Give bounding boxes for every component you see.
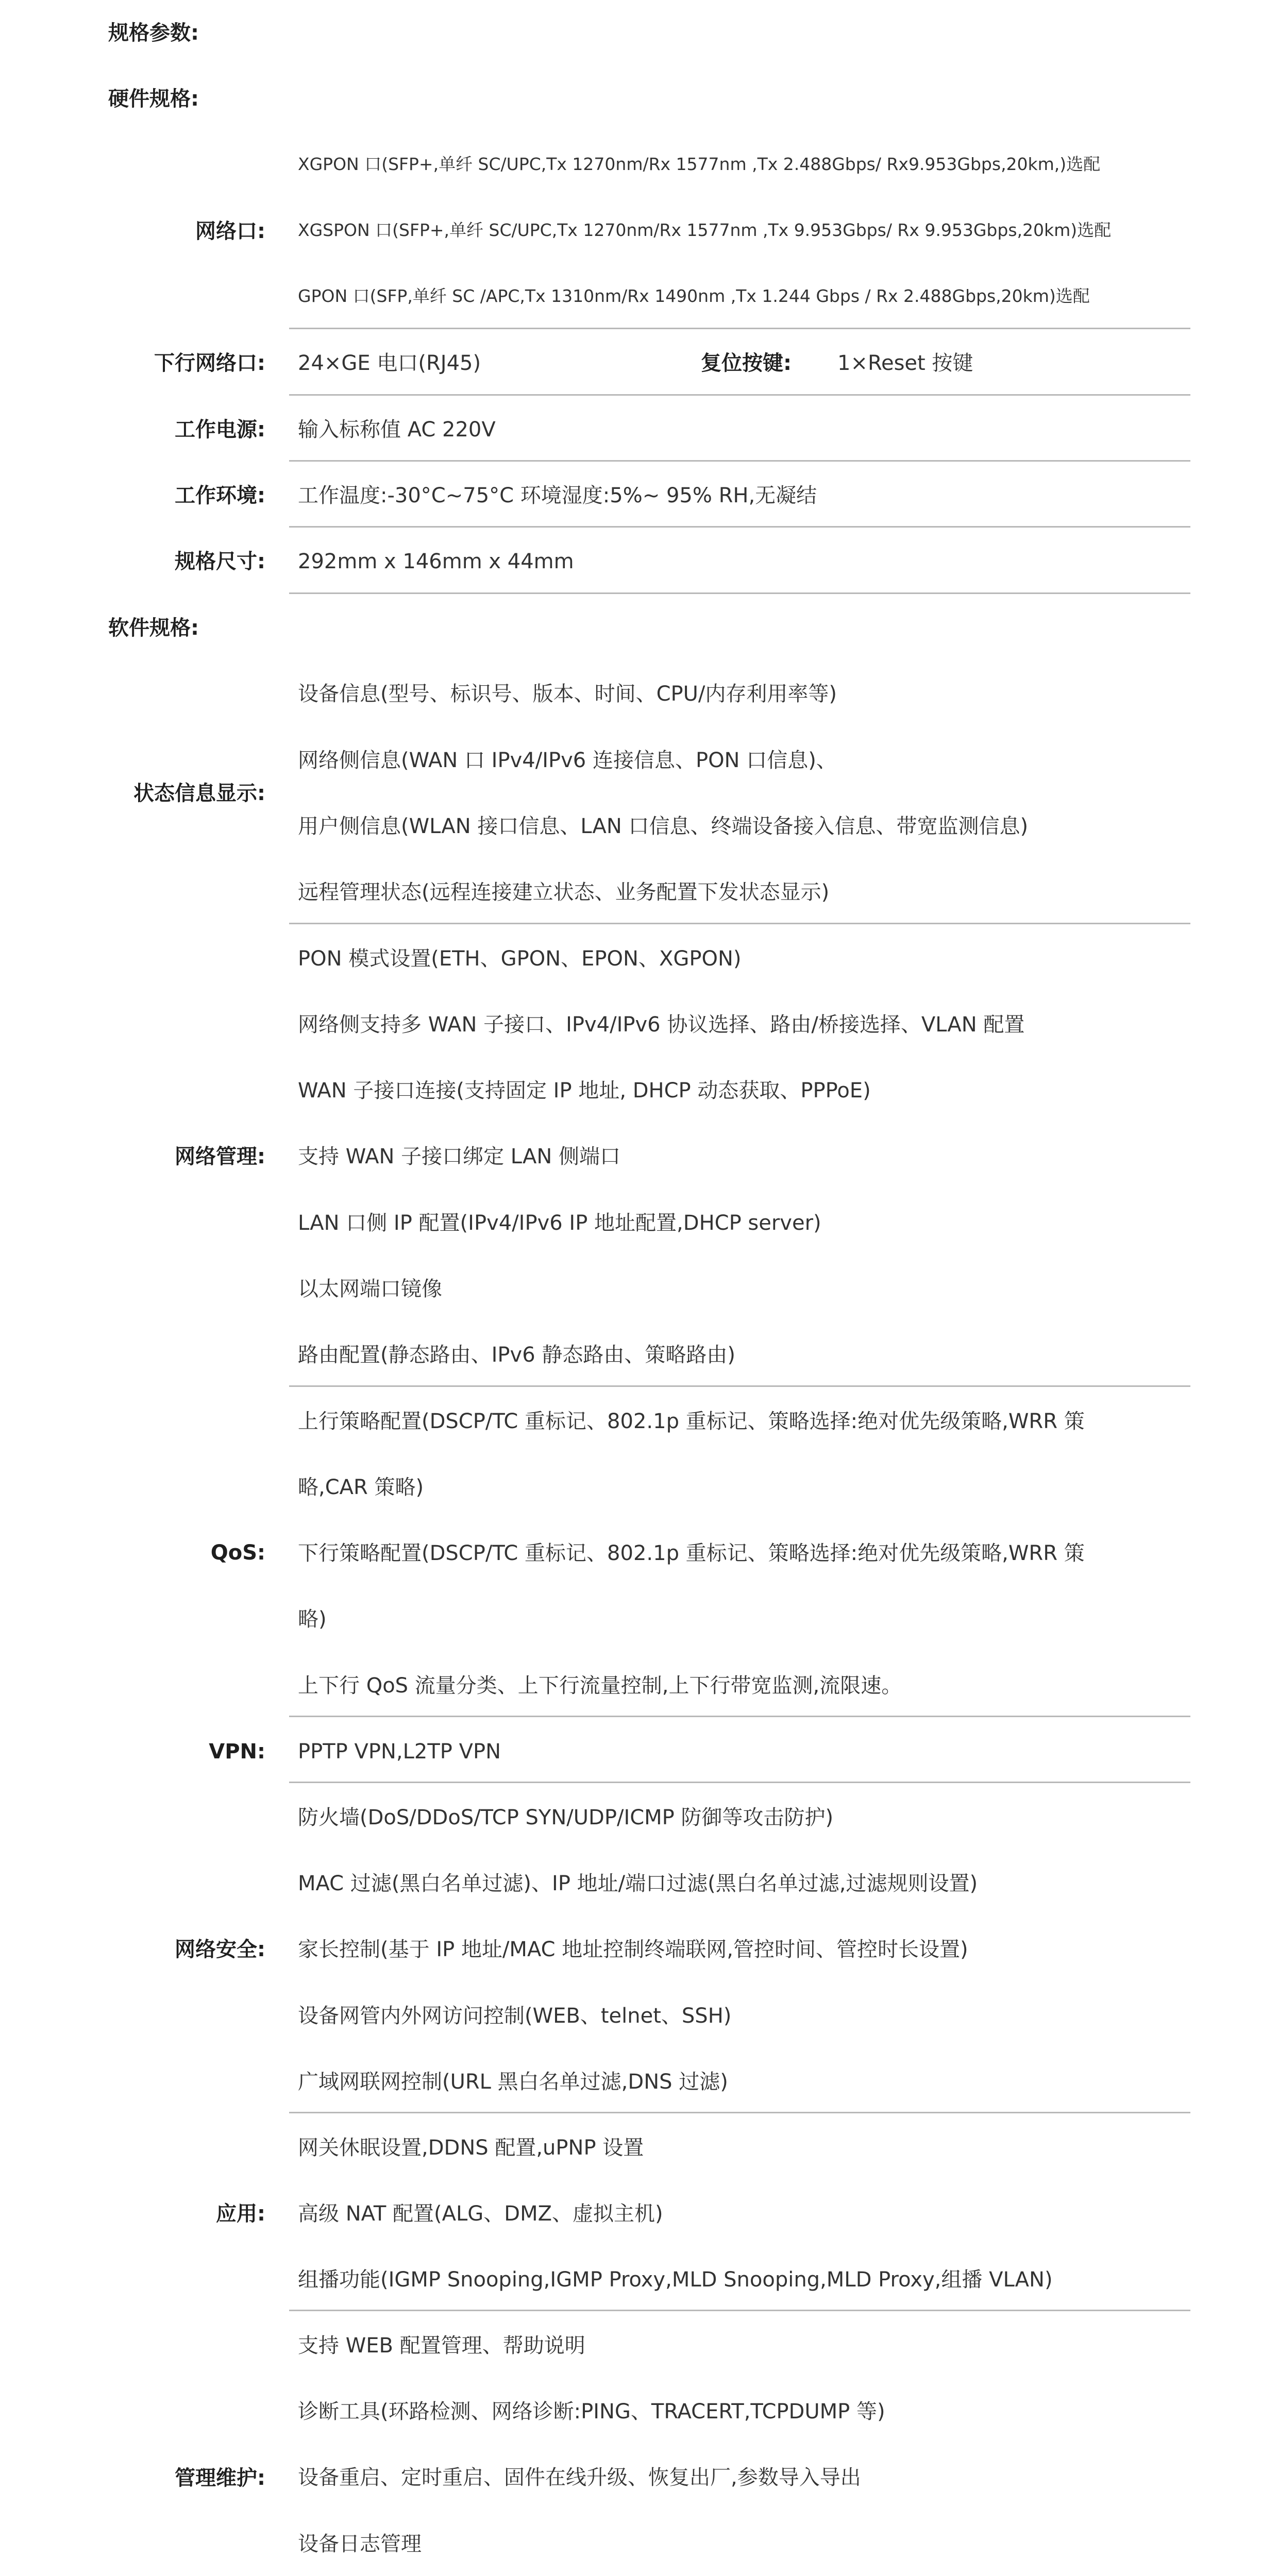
- security-item: 家长控制(基于 IP 地址/MAC 地址控制终端联网,管控时间、管控时长设置): [298, 1938, 968, 1961]
- application-item: 组播功能(IGMP Snooping,IGMP Proxy,MLD Snooping,MLD Proxy,组播 VLAN): [298, 2268, 1053, 2292]
- row-divider: [289, 526, 1190, 528]
- status-label: 状态信息显示:: [133, 782, 265, 805]
- qos-item: 下行策略配置(DSCP/TC 重标记、802.1p 重标记、策略选择:绝对优先级策略,WRR 策: [298, 1541, 1085, 1565]
- application-item: 网关休眠设置,DDNS 配置,uPNP 设置: [298, 2136, 644, 2160]
- network-port-label: 网络口:: [195, 219, 265, 243]
- spec-title: 规格参数:: [108, 21, 199, 45]
- network-port-item: XGPON 口(SFP+,单纤 SC/UPC,Tx 1270nm/Rx 1577nm ,Tx 2.488Gbps/ Rx9.953Gbps,20km,)选配: [298, 154, 1101, 174]
- row-divider: [289, 592, 1190, 594]
- network-port-item: XGSPON 口(SFP+,单纤 SC/UPC,Tx 1270nm/Rx 1577nm ,Tx 9.953Gbps/ Rx 9.953Gbps,20km)选配: [298, 220, 1112, 240]
- status-item: 远程管理状态(远程连接建立状态、业务配置下发状态显示): [298, 880, 830, 904]
- qos-item: 上下行 QoS 流量分类、上下行流量控制,上下行带宽监测,流限速。: [298, 1674, 902, 1698]
- security-label: 网络安全:: [175, 1938, 265, 1961]
- status-item: 网络侧信息(WAN 口 IPv4/IPv6 连接信息、PON 口信息)、: [298, 749, 837, 772]
- maintenance-item: 诊断工具(环路检测、网络诊断:PING、TRACERT,TCPDUMP 等): [298, 2400, 885, 2424]
- network-mgmt-item: WAN 子接口连接(支持固定 IP 地址, DHCP 动态获取、PPPoE): [298, 1079, 871, 1103]
- maintenance-item: 设备日志管理: [298, 2532, 422, 2556]
- network-port-item: GPON 口(SFP,单纤 SC /APC,Tx 1310nm/Rx 1490nm ,Tx 1.244 Gbps / Rx 2.488Gbps,20km)选配: [298, 286, 1090, 306]
- qos-item: 略,CAR 策略): [298, 1476, 424, 1499]
- hardware-title: 硬件规格:: [108, 87, 199, 111]
- qos-item: 上行策略配置(DSCP/TC 重标记、802.1p 重标记、策略选择:绝对优先级策略,WRR 策: [298, 1410, 1085, 1433]
- downlink-value: 24×GE 电口(RJ45): [298, 351, 481, 375]
- maintenance-item: 支持 WEB 配置管理、帮助说明: [298, 2334, 585, 2358]
- row-divider: [289, 2112, 1190, 2113]
- vpn-value: PPTP VPN,L2TP VPN: [298, 1740, 501, 1764]
- application-item: 高级 NAT 配置(ALG、DMZ、虚拟主机): [298, 2202, 663, 2226]
- network-mgmt-item: 路由配置(静态路由、IPv6 静态路由、策略路由): [298, 1343, 735, 1367]
- security-item: 设备网管内外网访问控制(WEB、telnet、SSH): [298, 2004, 732, 2028]
- row-divider: [289, 2310, 1190, 2311]
- row-divider: [289, 328, 1190, 329]
- row-divider: [289, 923, 1190, 924]
- vpn-label: VPN:: [209, 1740, 265, 1764]
- power-value: 输入标称值 AC 220V: [298, 418, 496, 442]
- application-label: 应用:: [216, 2202, 265, 2226]
- security-item: 防火墙(DoS/DDoS/TCP SYN/UDP/ICMP 防御等攻击防护): [298, 1806, 834, 1829]
- network-mgmt-item: 以太网端口镜像: [298, 1277, 442, 1301]
- row-divider: [289, 1385, 1190, 1387]
- qos-label: QoS:: [210, 1541, 265, 1565]
- qos-item: 略): [298, 1607, 327, 1631]
- environment-label: 工作环境:: [175, 484, 265, 507]
- downlink-label: 下行网络口:: [154, 351, 265, 375]
- security-item: MAC 过滤(黑白名单过滤)、IP 地址/端口过滤(黑白名单过滤,过滤规则设置): [298, 1872, 978, 1895]
- security-item: 广域网联网控制(URL 黑白名单过滤,DNS 过滤): [298, 2070, 728, 2094]
- network-mgmt-item: 支持 WAN 子接口绑定 LAN 侧端口: [298, 1145, 620, 1168]
- network-mgmt-item: PON 模式设置(ETH、GPON、EPON、XGPON): [298, 947, 742, 971]
- row-divider: [289, 1782, 1190, 1783]
- environment-value: 工作温度:-30°C~75°C 环境湿度:5%~ 95% RH,无凝结: [298, 484, 817, 507]
- software-title: 软件规格:: [108, 616, 199, 640]
- reset-button-label: 复位按键:: [701, 351, 792, 375]
- power-label: 工作电源:: [175, 418, 265, 442]
- network-mgmt-label: 网络管理:: [175, 1145, 265, 1168]
- row-divider: [289, 460, 1190, 462]
- row-divider: [289, 394, 1190, 396]
- maintenance-item: 设备重启、定时重启、固件在线升级、恢复出厂,参数导入导出: [298, 2466, 861, 2489]
- row-divider: [289, 1716, 1190, 1717]
- network-mgmt-item: 网络侧支持多 WAN 子接口、IPv4/IPv6 协议选择、路由/桥接选择、VLAN 配置: [298, 1013, 1025, 1037]
- network-mgmt-item: LAN 口侧 IP 配置(IPv4/IPv6 IP 地址配置,DHCP server): [298, 1211, 821, 1235]
- status-item: 用户侧信息(WLAN 接口信息、LAN 口信息、终端设备接入信息、带宽监测信息): [298, 815, 1029, 838]
- reset-button-value: 1×Reset 按键: [837, 351, 973, 375]
- status-item: 设备信息(型号、标识号、版本、时间、CPU/内存利用率等): [298, 682, 837, 706]
- maintenance-label: 管理维护:: [175, 2466, 265, 2490]
- dimensions-label: 规格尺寸:: [175, 550, 265, 573]
- dimensions-value: 292mm x 146mm x 44mm: [298, 550, 574, 573]
